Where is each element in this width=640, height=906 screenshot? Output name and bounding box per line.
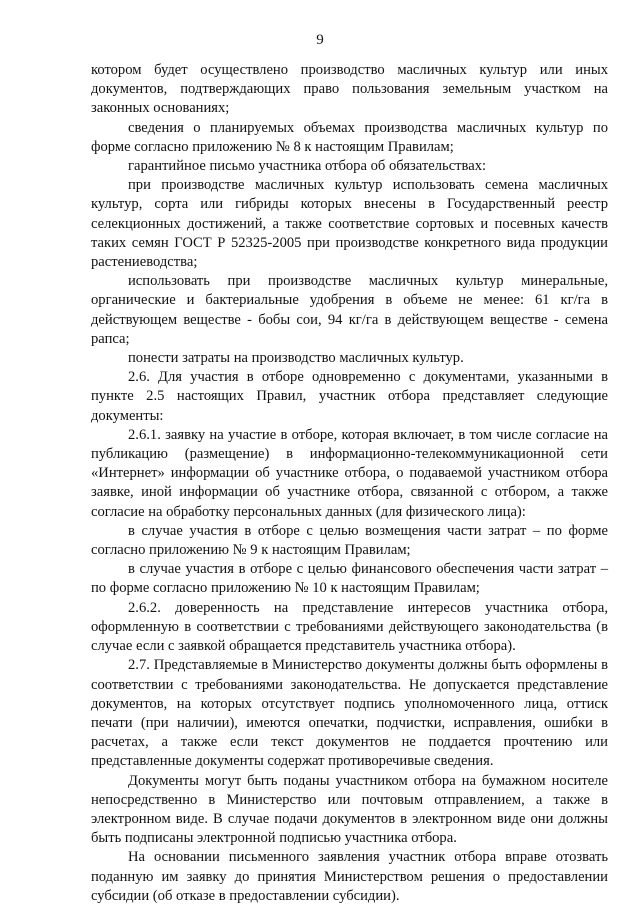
paragraph: Документы могут быть поданы участником отбора на бумажном носителе непосредственно в Министерство или почтовым отправлением, а также в электронном виде. В случае подачи документов в электронном виде они должны быть подписаны электронной подписью участника отбора.	[91, 772, 608, 847]
paragraph: понести затраты на производство масличных культур.	[128, 350, 464, 367]
paragraph: 2.6.1. заявку на участие в отборе, которая включает, в том числе согласие на публикацию (размещение) в информационно-телекоммуникационной сети «Интернет» информации об участнике отбора, о подаваемой участником отбора заявке, иной информации об участнике отбора, связанной с отбором, а также согласие на обработку персональных данных (для физического лица):	[91, 426, 608, 520]
document-body	[91, 61, 608, 906]
paragraph: 2.7. Представляемые в Министерство документы должны быть оформлены в соответствии с требованиями законодательства. Не допускается представление документов, на которых отсутствует подпись уполномоченного лица, оттиск печати (при наличии), имеются опечатки, подчистки, исправления, ошибки в расчетах, а также если текст документов не поддается прочтению или представленные документы содержат противоречивые сведения.	[91, 657, 608, 770]
paragraph: использовать при производстве масличных культур минеральные, органические и бактериальные удобрения в объеме не менее: 61 кг/га в действующем веществе - бобы сои, 94 кг/га в действующем веществе - семена рапса;	[91, 273, 608, 347]
paragraph: сведения о планируемых объемах производства масличных культур по форме согласно приложению № 8 к настоящим Правилам;	[91, 119, 608, 155]
paragraph: гарантийное письмо участника отбора об обязательствах:	[128, 158, 487, 175]
paragraph: На основании письменного заявления участник отбора вправе отозвать поданную им заявку до принятия Министерством решения о предоставлении субсидии (об отказе в предоставлении субсидии).	[91, 849, 608, 904]
paragraph: котором будет осуществлено производство масличных культур или иных документов, подтверждающих право пользования земельным участком на законных основаниях;	[91, 62, 608, 117]
paragraph: в случае участия в отборе с целью возмещения части затрат – по форме согласно приложению № 9 к настоящим Правилам;	[91, 522, 608, 559]
paragraph: в случае участия в отборе с целью финансового обеспечения части затрат – по форме согласно приложению № 10 к настоящим Правилам;	[91, 561, 608, 597]
paragraph: при производстве масличных культур использовать семена масличных культур, сорта или гибриды которых внесены в Государственный реестр селекционных достижений, а также соответствие сортовых и посевных качеств таких семян ГОСТ Р 52325-2005 при производстве конкретного вида продукции растениеводства;	[91, 177, 608, 271]
paragraph: 2.6.2. доверенность на представление интересов участника отбора, оформленную в соответствии с требованиями действующего законодательства (в случае если с заявкой обращается представитель участника отбора).	[91, 599, 608, 655]
paragraph: 2.6. Для участия в отборе одновременно с документами, указанными в пункте 2.5 настоящих Правил, участник отбора представляет следующие документы:	[91, 369, 608, 424]
page-number: 9	[316, 32, 324, 48]
